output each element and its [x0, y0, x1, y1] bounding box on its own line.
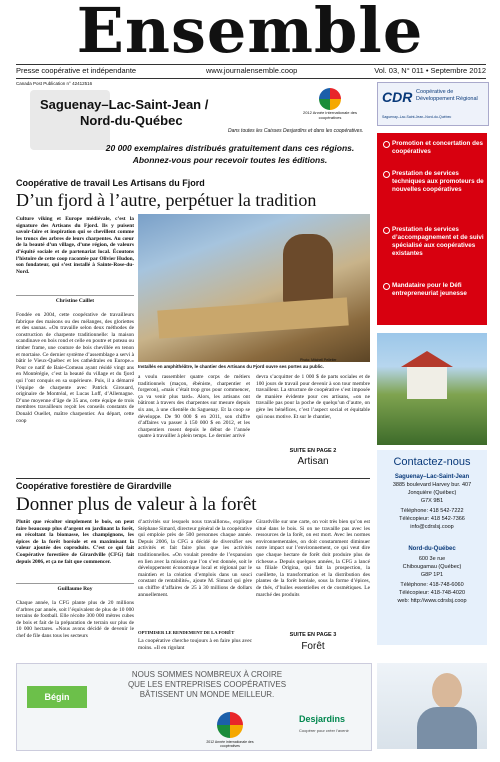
office1-fax: Télécopieur: 418 542-7366 [399, 516, 465, 522]
office1-tel[interactable]: Téléphone: 418 542-7222 [400, 508, 464, 514]
village-photo [377, 333, 487, 445]
roof-shape [401, 351, 453, 367]
copies-note: 20 000 exemplaires distribués gratuitement dans ces régions. [105, 143, 355, 153]
timber-beam [157, 297, 348, 338]
article2-col2: d’activités sur lesquels nous travaillons», explique Stéphane Simard, directeur général de la coopérative qui emploie près de 500 personnes chaque année. Depuis 2006, la CFG a décidé de diversifier ses activités et fait faire plus que les activités traditionnelles. «On voulait prendre de l’expansion en lien avec la mission que l’on s’est donnée, soit le développement économique local et régional par le maintien et la création d’emplois dans un souci constant de rentabilité», ajoute M. Simard qui gère un chiffre d’affaires de 25 à 30 millions de dollars annuellement. [138, 519, 252, 598]
website-link[interactable]: www.journalensemble.coop [206, 66, 298, 75]
article2-title: Donner plus de valeur à la forêt [16, 494, 257, 515]
office2-name: Nord-du-Québec [408, 546, 456, 552]
subscribe-note[interactable]: Abonnez-vous pour recevoir toutes les éditions. [132, 155, 328, 165]
article1-continued-label[interactable]: Artisan [297, 456, 329, 467]
article1-col2: a voulu rassembler quatre corps de métiers traditionnels (maçon, ébéniste, charpentier et forgeron), «mais c’était trop gros pour commencer, ça va venir plus tard». Alors, les artisans ont bâtiront à travers des charpentes sur mesure depuis six ans, à une clientèle du Saguenay. Et la coop se développe. De 90 000 $ en 2011, son chiffre d’affaires va passer à 150 000 $ en 2012, et les charpentiers rosent depuis le début de l’année quatre à travailler à plein temps. Le dernier arrivé [138, 374, 250, 440]
masthead-rule-top [16, 64, 486, 65]
cdr-logo-box[interactable] [377, 82, 489, 126]
coop-year-ad-icon [217, 712, 243, 738]
office2-addr1: 600 3e rue [418, 556, 446, 562]
article2-author: Guillaume Roy [57, 586, 93, 592]
article2-continued-label[interactable]: Forêt [301, 641, 325, 652]
region-title-line2: Nord-du-Québec [80, 113, 183, 128]
article1-col1: Fondée en 2004, cette coopérative de travailleurs fabrique des maisons ou des mélanges, des gloriettes et des saunas. «On travaille selon deux méthodes de construction de charpente traditionnelle: la maison scandinave en bois rond et celle en poutre et poteau ou timber frame, une couture de bois chevillée en tenon et mortaise. Ce dernier système d’assemblage a servi à bâtir le Vieux-Québec et les cathédrales en Europe.» Pour ce natif de Baie-Comeau ayant résidé vingt ans en Montérégie, c’est la beauté du village et du fjord qui l’ont conquis en sa supérieure. Puis, il a démarré l’équipe de charpente avec Patrick Girouard, originaire de Montréal, et Lucas Loff, d’Allemagne. D’une moyenne d’âge de 35 ans, cette équipe de trois membres travailleurs reçoit les conseils constants de Donald Ouellet, maître charpentier. Au départ, cette coop [16, 312, 134, 424]
desjardins-logo: Desjardins [299, 714, 346, 724]
ad-line3: BÂTISSENT UN MONDE MEILLEUR. [139, 690, 275, 699]
cdr-name: Coopérative de Développement Régional [416, 89, 478, 102]
year-badge-label: 2012 Année internationale des coopératives [302, 110, 358, 120]
masthead-title: Ensemble [76, 0, 424, 67]
ad-line1: NOUS SOMMES NOMBREUX À CROIRE [131, 670, 283, 679]
cdr-services-panel: Promotion et concertation des coopératives Prestation de services techniques aux promoteurs de nouvelles coopératives Prestation de services d’accompagnement et de suivi spécialisé aux coopératives existantes Mandataire pour le Défi entrepreneuriat jeunesse [377, 133, 487, 325]
ad-badge-label: 2012 Année internationale des coopératives [206, 740, 254, 748]
ad-photo-person [377, 663, 487, 749]
worker-figure [283, 234, 333, 304]
contact-box [377, 450, 487, 645]
office2-web[interactable]: web: http://www.cdrslsj.coop [397, 598, 467, 604]
ad-headline [117, 670, 297, 700]
distribution-note: Dans toutes les Caisses Desjardins et dans les coopératives. [228, 128, 364, 134]
article1-kicker: Coopérative de travail Les Artisans du Fjord [16, 178, 205, 188]
article1-col3: devra s’acquitter de 1 000 $ de parts sociales et de 100 jours de travail pour devenir à son tour membre travailleur. La structure de coopérative s’est imposée de manière évidente pour ces artisans, «on ne travaille pas pour la poche de quelqu’un d’autre, on gère les bénéfices, c’est l’aspect social et équitable qui nous motive. Et sur le chantier, [256, 374, 370, 420]
office1-addr3: G7X 9B1 [420, 498, 444, 504]
coop-year-icon [319, 88, 341, 110]
masthead-rule-bottom [16, 78, 486, 79]
issue-info: Vol. 03, N° 011 • Septembre 2012 [374, 66, 486, 75]
article1-continued[interactable]: SUITE EN PAGE 2 [289, 448, 337, 454]
photo-caption: Installés en amphithéâtre, le chantier des Artisans du Fjord ouvre ses portes au public. [138, 364, 324, 369]
article1-intro: Culture viking et Europe médiévale, c’est la signature des Artisans du Fjord. Ils y puisent savoir-faire et inspiration qui se chevillent comme les troncs des arbres de leurs charpentes. Au cœur de la beauté d’un village, d’une région, de valeurs d’équité sociale et de partenariat local. Écoutons l’histoire de cette coop racontée par Olivier Hudon, son fondateur, qui s’est installé à Sainte-Rose-du-Nord. [16, 216, 134, 275]
author-rule [16, 295, 134, 296]
desjardins-ad[interactable] [16, 663, 372, 751]
office1-addr2: Jonquière (Québec) [407, 490, 457, 496]
person-body [417, 707, 477, 749]
office1-email[interactable]: info@cdrslsj.coop [410, 524, 454, 530]
article2-intro: Plutôt que récolter simplement le bois, on peut faire beaucoup plus d’argent en jardinant la forêt, en récoltant la biomasse, les champignons, les épices de la forêt boréale et en maximisant la valeur ajoutée des coproduits. C’est ce qui fait Coopérative forestière de Girardville (CFG) fait depuis 2006, et ça ne fait que commencer. [16, 519, 134, 565]
arrow-bullet-icon [383, 283, 390, 290]
article2-subhead: OPTIMISER LE RENDEMENT DE LA FORÊT [138, 630, 235, 635]
office2-tel[interactable]: Téléphone: 418-748-6060 [400, 582, 464, 588]
house-shape [407, 363, 447, 399]
article-divider [16, 478, 370, 479]
arrow-bullet-icon [383, 141, 390, 148]
article1-photo [138, 214, 370, 362]
office1-addr1: 3885 boulevard Harvey bur. 407 [392, 482, 472, 488]
tagline: Presse coopérative et indépendante [16, 66, 137, 75]
begin-logo: Bégin [27, 686, 87, 708]
article2-kicker: Coopérative forestière de Girardville [16, 481, 172, 491]
year-badge [300, 88, 360, 124]
article1-title: D’un fjord à l’autre, perpétuer la tradition [16, 190, 317, 210]
desjardins-tagline: Coopérer pour créer l’avenir [299, 728, 349, 733]
office1-name: Saguenay–Lac-Saint-Jean [394, 474, 470, 480]
postal-number: Canada Post Publication n° 42412516 [16, 81, 93, 86]
ad-line2: QUE LES ENTREPRISES COOPÉRATIVES [127, 680, 287, 689]
masthead-tagbar [16, 66, 486, 78]
masthead [0, 0, 500, 67]
region-title-line1: Saguenay–Lac-Saint-Jean / [40, 97, 209, 112]
author2-rule [16, 583, 134, 584]
article2-col3: Girardville sur une carte, on voit très bien qu’on est situé dans le bois. Si on ne travaille pas avec les ressources de la forêt, on est mort. Avec les normes environnementales, on doit constamment diminuer notre impact sur l’environnement, ce qui veut dire que chaque hectare de forêt doit produire plus de richesse.» Depuis quelques années, la CFG a lancé sa filiale Origina, qui fait la prospection, la cueillette, la transformation et la distribution des plantes de la forêt boréale, sous la forme d’épices, de thés, d’huiles essentielles et de cosmétiques. Le marché des produits [256, 519, 370, 598]
photo-credit: Photo: Mitchell Pelletier [300, 358, 337, 362]
article2-col2b: La coopérative cherche toujours à en faire plus avec moins. «Il en rigolant [138, 638, 252, 651]
contact-title: Contactez-nous [393, 456, 471, 468]
cdr-logo-icon: CDR [382, 89, 413, 105]
cdr-subtitle: Saguenay–Lac-Saint-Jean–Nord-du-Québec [382, 115, 452, 119]
person-head [432, 673, 462, 709]
office2-addr3: G8P 1P1 [420, 572, 444, 578]
arrow-bullet-icon [383, 171, 390, 178]
arrow-bullet-icon [383, 227, 390, 234]
office2-fax: Télécopieur: 418-748-4020 [398, 590, 466, 596]
article1-author: Christine Caillet [55, 298, 95, 304]
article2-continued[interactable]: SUITE EN PAGE 3 [289, 632, 337, 638]
office2-addr2: Chibougamau (Québec) [402, 564, 462, 570]
article2-col1: Chaque année, la CFG plante plus de 20 millions d’arbres par année, soit l’équivalent de plus de 10 000 terrains de football. Elle récolte 300 000 mètres cubes de bois et fait de la préparation de terrain sur plus de 10 000 hectares. «Nous avons décidé de devenir le chef de file dans tous les secteurs [16, 600, 134, 639]
